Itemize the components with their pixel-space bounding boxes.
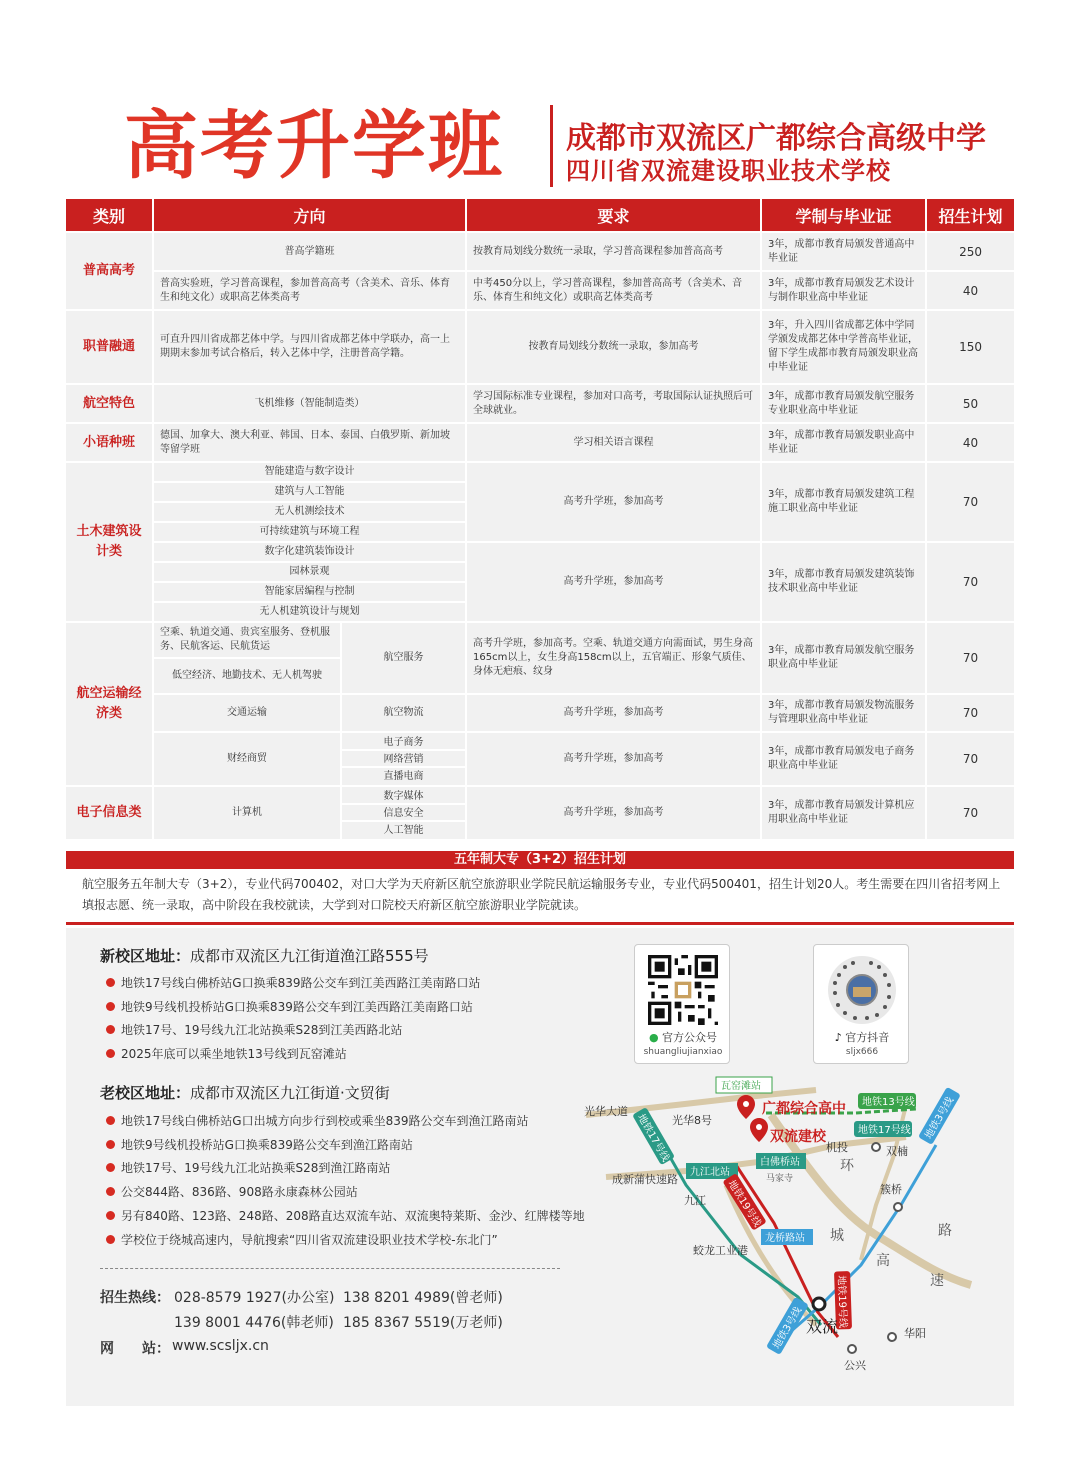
direction-cell: 数字化建筑装饰设计 [154,543,465,561]
old-campus-address [100,1082,390,1103]
map-label-huan: 环 [840,1158,854,1174]
wechat-qr-card[interactable] [634,944,730,1064]
certificate-cell: 3年，成都市教育局颁发建筑工程施工职业高中毕业证 [762,463,925,541]
requirement-cell: 按教育局划线分数统一录取，参加高考 [467,311,760,383]
direction-cell: 财经商贸 [154,733,340,785]
map-label-lu: 路 [938,1223,952,1239]
category-cell: 航空特色 [66,385,152,422]
category-cell: 职普融通 [66,311,152,383]
five-year-description: 航空服务五年制大专（3+2），专业代码700402，对口大学为天府新区航空旅游职业学院民航运输服务专业，专业代码500401，招生计划20人。考生需要在四川省招考网上填报志愿、统一录取，高中阶段在我校就读，大学到对口院校天府新区航空旅游职业学院就读。 [82,877,1001,912]
map-label-line17b: 地铁17号线 [635,1112,671,1164]
map-label-line3: 地铁3号线 [923,1095,957,1142]
table-row [66,385,1014,422]
plan-cell: 70 [927,623,1014,693]
route-text: 地铁9号线机投桥站G口换乘839路公交车到渔江路南站 [121,1138,413,1152]
map-label-line13: 地铁13号线 [862,1097,915,1108]
map-label-line19b: 地铁19号线 [835,1275,848,1329]
map-label-gao: 高 [876,1253,890,1269]
wechat-label [635,1029,731,1045]
phone-zeng[interactable]: 138 8201 4989(曾老师) [343,1290,503,1306]
table-row [66,543,1014,561]
map-label-wayaotan: 瓦窑滩站 [721,1081,761,1092]
requirement-cell: 高考升学班，参加高考 [467,463,760,541]
certificate-cell: 3年，成都市教育局颁发航空服务职业高中毕业证 [762,623,925,693]
map-label-majiasi: 马家寺 [766,1174,794,1184]
requirement-cell: 高考升学班，参加高考。空乘、轨道交通方向需面试，男生身高165cm以上，女生身高158cm以上，五官端正、形象气质佳、身体无疤痕、纹身 [467,623,760,693]
direction-cell: 建筑与人工智能 [154,483,465,501]
new-campus-address [100,945,429,966]
sub-direction-cell [342,787,465,839]
divider [66,922,1014,925]
certificate-cell: 3年，成都市教育局颁发电子商务职业高中毕业证 [762,733,925,785]
website-link[interactable]: www.scsljx.cn [172,1338,269,1354]
map-label-huayang: 华阳 [904,1327,926,1340]
direction-cell: 智能建造与数字设计 [154,463,465,481]
direction-cell: 智能家居编程与控制 [154,583,465,601]
five-year-banner: 五年制大专（3+2）招生计划 [66,851,1014,869]
location-map [576,1075,1004,1375]
list-item [106,998,473,1016]
school-name-primary: 成都市双流区广都综合高级中学 [566,121,986,156]
map-label-line3b: 地铁3号线 [771,1305,805,1352]
website-label-text: 网 站： [100,1341,170,1357]
bullet-icon [106,1235,115,1244]
plan-cell: 70 [927,543,1014,621]
route-text: 2025年底可以乘坐地铁13号线到瓦窑滩站 [121,1047,347,1061]
direction-cell: 普高实验班，学习普高课程，参加普高高考（含美术、音乐、体育生和纯文化）或职高艺体类高考 [154,272,465,309]
route-text: 学校位于绕城高速内，导航搜索“四川省双流建设职业技术学校-东北门” [121,1233,498,1247]
map-label-line17: 地铁17号线 [858,1125,911,1136]
direction-cell: 飞机维修（智能制造类） [154,385,465,422]
certificate-cell: 3年，成都市教育局颁发职业高中毕业证 [762,424,925,461]
direction-cell: 可直升四川省成都艺体中学。与四川省成都艺体中学联办，高一上期期末参加考试合格后，转入艺体中学，注册普高学籍。 [154,311,465,383]
map-label-jiujiang: 九江 [684,1194,706,1207]
direction-cell: 低空经济、地勤技术、无人机驾驶 [154,659,340,693]
bullet-icon [106,1140,115,1149]
certificate-cell: 3年，成都市教育局颁发计算机应用职业高中毕业证 [762,787,925,839]
direction-cell: 园林景观 [154,563,465,581]
station-dot [848,1345,856,1353]
certificate-cell: 3年，成都市教育局颁发普通高中毕业证 [762,233,925,270]
new-campus-label: 新校区地址： [100,947,191,965]
sub-direction-item: 信息安全 [342,805,465,822]
table-row [66,424,1014,461]
list-item [106,1045,347,1063]
bullet-icon [106,1211,115,1220]
category-cell: 土木建筑设计类 [66,463,152,621]
route-text: 地铁17号线白佛桥站G口出城方向步行到校或乘坐839路公交车到渔江路南站 [121,1114,529,1128]
header-plan: 招生计划 [927,199,1014,231]
sub-direction-item: 网络营销 [342,751,465,768]
station-dot [888,1333,896,1341]
school-name-secondary: 四川省双流建设职业技术学校 [566,156,891,185]
header-certificate: 学制与毕业证 [762,199,925,231]
hotline-label-text: 招生热线： [100,1290,170,1306]
list-item [106,974,480,992]
requirement-cell: 高考升学班，参加高考 [467,733,760,785]
plan-cell: 150 [927,311,1014,383]
direction-cell: 计算机 [154,787,340,839]
page-title: 高考升学班 [124,103,504,189]
map-label-school-a: 广都综合高中 [762,1101,846,1117]
list-item [106,1207,585,1225]
enrollment-table [66,197,1014,841]
category-cell: 小语种班 [66,424,152,461]
map-label-line19: 地铁19号线 [725,1178,763,1230]
station-dot [894,1203,902,1211]
certificate-cell: 3年，成都市教育局颁发航空服务专业职业高中毕业证 [762,385,925,422]
pin-dot [756,1124,762,1130]
hotline-label [100,1287,170,1307]
phone-office[interactable]: 028-8579 1927(办公室) [174,1290,335,1306]
requirement-cell: 中考450分以上，学习普高课程，参加普高高考（含美术、音乐、体育生和纯文化）或职高艺体类高考 [467,272,760,309]
sub-direction-item: 数字媒体 [342,788,465,805]
table-row [66,787,1014,839]
douyin-qr-card[interactable] [813,944,909,1064]
map-label-baifoqiao: 白佛桥站 [760,1157,800,1168]
direction-cell: 德国、加拿大、澳大利亚、韩国、日本、泰国、白俄罗斯、新加坡等留学班 [154,424,465,461]
douyin-label [814,1029,910,1045]
list-item [106,1231,498,1249]
bullet-icon [106,1116,115,1125]
map-label-jitou: 机投 [826,1141,848,1154]
map-label-cheng: 城 [830,1228,844,1244]
plan-cell: 40 [927,272,1014,309]
wechat-icon: ● [648,1031,659,1044]
bullet-icon [106,1163,115,1172]
sub-direction-cell: 航空服务 [342,623,465,693]
line17-badge-rotated [632,1107,675,1165]
list-item [106,1112,528,1130]
map-label-shuangnan: 双楠 [886,1145,908,1158]
wechat-qr-icon [648,955,718,1025]
table-row [66,233,1014,270]
plan-cell: 50 [927,385,1014,422]
route-text: 地铁17号、19号线九江北站换乘S28到渔江路南站 [121,1161,391,1175]
douyin-icon: ♪ [834,1031,842,1044]
sub-direction-item: 直播电商 [383,770,424,782]
certificate-cell: 3年，成都市教育局颁发物流服务与管理职业高中毕业证 [762,695,925,731]
sub-direction-item: 电子商务 [342,734,465,751]
plan-cell: 250 [927,233,1014,270]
old-campus-address-text: 成都市双流区九江街道·文贸街 [190,1084,390,1102]
table-row [66,311,1014,383]
douyin-label-text: 官方抖音 [845,1031,890,1044]
requirement-cell: 高考升学班，参加高考 [467,787,760,839]
route-text: 地铁17号、19号线九江北站换乘S28到江美西路北站 [121,1023,403,1037]
direction-cell: 空乘、轨道交通、贵宾室服务、登机服务、民航客运、民航货运 [154,623,340,657]
plan-cell: 70 [927,733,1014,785]
douyin-id: sljx666 [845,1047,879,1057]
douyin-qr-icon [827,955,897,1025]
map-label-jiaoqiao: 簇桥 [880,1183,902,1196]
bullet-icon [106,1002,115,1011]
map-label-guanghua8: 光华8号 [672,1114,712,1127]
route-text: 地铁9号线机投桥站G口换乘839路公交车到江美西路江美南路口站 [121,1000,473,1014]
bullet-icon [106,1049,115,1058]
requirement-cell: 按教育局划线分数统一录取，学习普高课程参加普高高考 [467,233,760,270]
map-label-jiujiangbei: 九江北站 [690,1167,730,1178]
table-row [66,695,1014,731]
requirement-cell: 学习相关语言课程 [467,424,760,461]
map-label-su: 速 [930,1273,944,1289]
phone-wan[interactable]: 185 8367 5519(万老师) [343,1315,503,1331]
table-row [66,463,1014,481]
header-requirement: 要求 [467,199,760,231]
plan-cell: 70 [927,695,1014,731]
route-text: 公交844路、836路、908路永康森林公园站 [121,1185,358,1199]
category-cell: 普高高考 [66,233,152,309]
table-row [66,733,1014,785]
list-item [106,1021,402,1039]
old-campus-label: 老校区地址： [100,1084,191,1102]
direction-cell: 可持续建筑与环境工程 [154,523,465,541]
map-label-school-b: 双流建校 [770,1129,826,1145]
map-label-longqiao: 龙桥路站 [765,1233,805,1244]
list-item [106,1136,413,1154]
direction-cell: 普高学籍班 [154,233,465,270]
certificate-cell: 3年，成都市教育局颁发艺术设计与制作职业高中毕业证 [762,272,925,309]
bullet-icon [106,978,115,987]
map-label-shuangliu: 双流 [806,1317,839,1336]
header-divider [550,105,553,187]
category-cell: 电子信息类 [66,787,152,839]
station-dot [872,1143,880,1151]
sub-direction-cell [342,733,465,785]
table-row [66,272,1014,309]
table-header-row [66,199,1014,231]
sub-direction-cell: 航空物流 [342,695,465,731]
line3b-badge-rotated [766,1297,809,1355]
direction-cell: 无人机测绘技术 [154,503,465,521]
plan-cell: 70 [927,787,1014,839]
pin-dot [743,1101,749,1107]
page-header [66,95,1014,195]
certificate-cell: 3年，成都市教育局颁发建筑装饰技术职业高中毕业证 [762,543,925,621]
bullet-icon [106,1187,115,1196]
certificate-cell: 3年，升入四川省成都艺体中学同学颁发成都艺体中学普高毕业证，留下学生成都市教育局颁发职业高中毕业证 [762,311,925,383]
route-text: 另有840路、123路、248路、208路直达双流车站、双流奥特莱斯、金沙、红牌楼等地 [121,1209,585,1223]
header-direction: 方向 [154,199,465,231]
map-label-gongxing: 公兴 [844,1359,866,1372]
sub-direction-item: 人工智能 [383,824,424,836]
wechat-label-text: 官方公众号 [662,1031,718,1044]
shuangliu-station-dot [813,1298,825,1310]
website-label [100,1338,170,1358]
header-category: 类别 [66,199,152,231]
list-item [106,1183,358,1201]
route-text: 地铁17号线白佛桥站G口换乘839路公交车到江美西路江美南路口站 [121,976,481,990]
direction-cell: 无人机建筑设计与规划 [154,603,465,621]
wechat-id: shuangliujianxiao [643,1047,723,1057]
requirement-cell: 学习国际标准专业课程，参加对口高考，考取国际认证执照后可全球就业。 [467,385,760,422]
direction-cell: 交通运输 [154,695,340,731]
map-label-guanghua: 光华大道 [584,1105,628,1118]
plan-cell: 40 [927,424,1014,461]
table-row [66,623,1014,657]
dashed-divider [100,1268,560,1269]
phone-han[interactable]: 139 8001 4476(韩老师) [174,1315,334,1331]
new-campus-address-text: 成都市双流区九江街道渔江路555号 [190,947,429,965]
map-label-chengxin: 成新蒲快速路 [612,1173,678,1186]
plan-cell: 70 [927,463,1014,541]
bullet-icon [106,1025,115,1034]
line3-badge-rotated [918,1087,961,1145]
list-item [106,1159,390,1177]
requirement-cell: 高考升学班，参加高考 [467,543,760,621]
map-label-jiaolong: 蛟龙工业港 [693,1244,748,1257]
requirement-cell: 高考升学班，参加高考 [467,695,760,731]
category-cell: 航空运输经济类 [66,623,152,785]
